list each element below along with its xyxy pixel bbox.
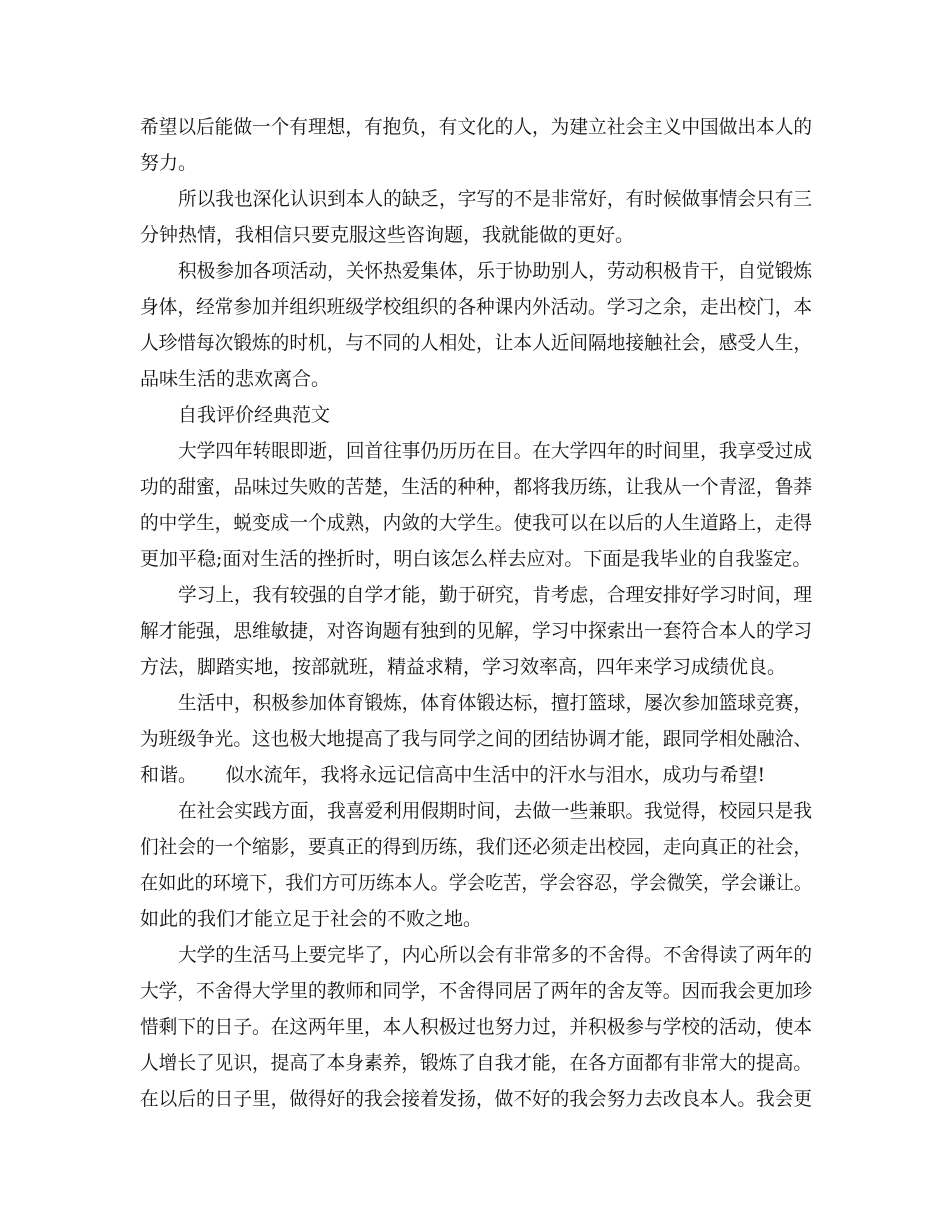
paragraph-start-line: 积极参加各项活动，关怀热爱集体，乐于协助别人，劳动积极肯干，自觉锻炼	[178, 260, 812, 282]
text-line: 身体，经常参加并组织班级学校组织的各种课内外活动。学习之余，走出校门，本	[140, 296, 813, 318]
text-line: 方法，脚踏实地，按部就班，精益求精，学习效率高，四年来学习成绩优良。	[140, 656, 787, 678]
text-line: 品味生活的悲欢离合。	[140, 368, 331, 390]
text-line: 人珍惜每次锻炼的时机，与不同的人相处，让本人近间隔地接触社会，感受人生，	[140, 332, 813, 354]
text-line: 如此的我们才能立足于社会的不败之地。	[140, 908, 483, 930]
text-line: 努力。	[140, 152, 198, 174]
text-line: 在如此的环境下，我们方可历练本人。学会吃苦，学会容忍，学会微笑，学会谦让。	[140, 872, 813, 894]
text-line: 人增长了见识，提高了本身素养，锻炼了自我才能，在各方面都有非常大的提高。	[140, 1052, 813, 1074]
text-line: 们社会的一个缩影，要真正的得到历练，我们还必须走出校园，走向真正的社会，	[140, 836, 813, 858]
text-line: 更加平稳;面对生活的挫折时，明白该怎么样去应对。下面是我毕业的自我鉴定。	[140, 548, 812, 570]
paragraph-start-line: 学习上，我有较强的自学才能，勤于研究，肯考虑，合理安排好学习时间，理	[178, 584, 812, 606]
paragraph-start-line: 所以我也深化认识到本人的缺乏，字写的不是非常好，有时候做事情会只有三	[178, 188, 812, 210]
text-line: 和谐。 似水流年，我将永远记信高中生活中的汗水与泪水，成功与希望!	[140, 764, 766, 786]
text-line: 希望以后能做一个有理想，有抱负，有文化的人，为建立社会主义中国做出本人的	[140, 116, 813, 138]
text-line: 功的甜蜜，品味过失败的苦楚，生活的种种，都将我历练，让我从一个青涩，鲁莽	[140, 476, 813, 498]
text-line: 解才能强，思维敏捷，对咨询题有独到的见解，学习中探索出一套符合本人的学习	[140, 620, 813, 642]
text-line: 为班级争光。这也极大地提高了我与同学之间的团结协调才能，跟同学相处融洽、	[140, 728, 813, 750]
paragraph-start-line: 在社会实践方面，我喜爱利用假期时间，去做一些兼职。我觉得，校园只是我	[178, 800, 812, 822]
text-line: 分钟热情，我相信只要克服这些咨询题，我就能做的更好。	[140, 224, 635, 246]
text-line: 的中学生，蜕变成一个成熟，内敛的大学生。使我可以在以后的人生道路上，走得	[140, 512, 813, 534]
text-line: 大学，不舍得大学里的教师和同学，不舍得同居了两年的舍友等。因而我会更加珍	[140, 980, 813, 1002]
paragraph-start-line: 大学的生活马上要完毕了，内心所以会有非常多的不舍得。不舍得读了两年的	[178, 944, 812, 966]
paragraph-start-line: 生活中，积极参加体育锻炼，体育体锻达标，擅打篮球，屡次参加篮球竞赛，	[178, 692, 812, 714]
text-line: 在以后的日子里，做得好的我会接着发扬，做不好的我会努力去改良本人。我会更	[140, 1088, 813, 1110]
text-line: 惜剩下的日子。在这两年里，本人积极过也努力过，并积极参与学校的活动，使本	[140, 1016, 813, 1038]
paragraph-start-line: 大学四年转眼即逝，回首往事仍历历在目。在大学四年的时间里，我享受过成	[178, 440, 812, 462]
section-heading: 自我评价经典范文	[178, 404, 331, 426]
